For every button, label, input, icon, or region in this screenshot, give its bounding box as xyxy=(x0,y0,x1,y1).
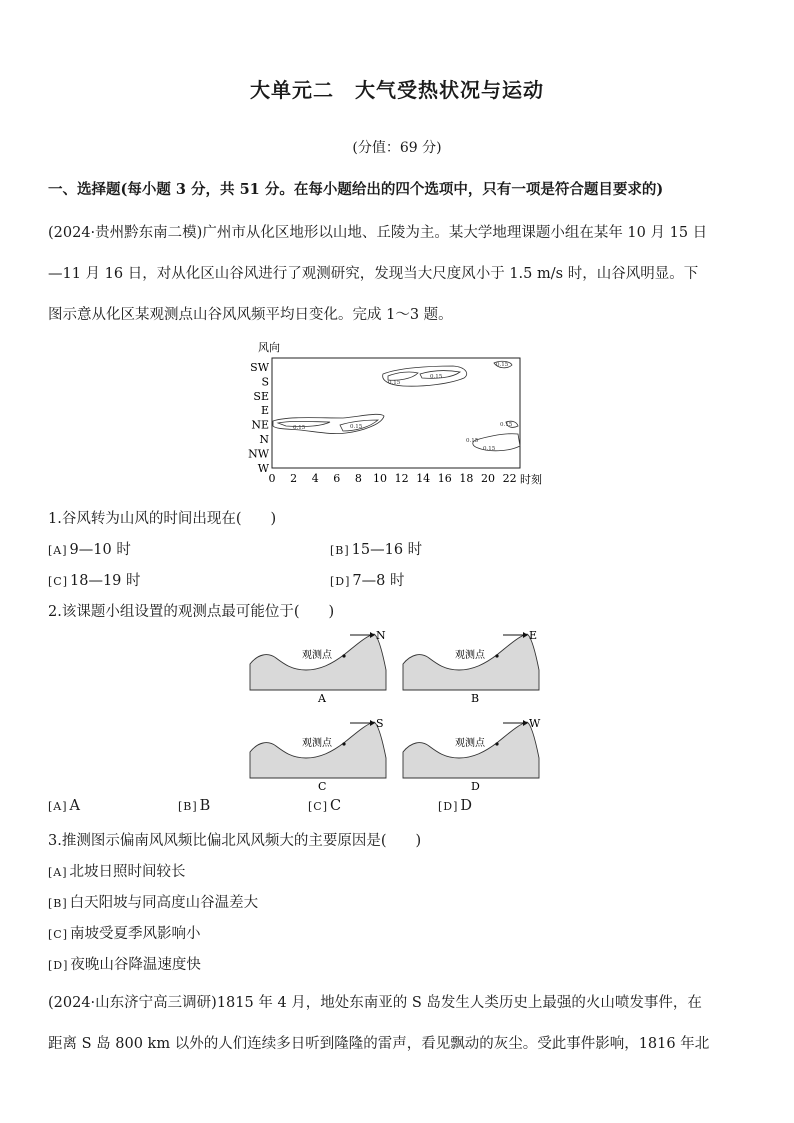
terrain-figure-d xyxy=(403,717,541,793)
chart-xtick-label: 4 xyxy=(311,472,319,485)
q2-option-a[interactable]: [A] A xyxy=(48,798,81,814)
contour-label: 0.15 xyxy=(500,422,513,428)
contour-label: 0.15 xyxy=(388,380,401,386)
chart-ytick-label: SE xyxy=(253,389,269,403)
chart-ytick-label: W xyxy=(257,461,269,475)
chart-xtick-label: 16 xyxy=(437,472,452,485)
figure-letter: A xyxy=(318,692,326,705)
contour-nw-outer xyxy=(473,434,520,451)
q1-option-c[interactable]: [C] 18—19 时 xyxy=(48,573,141,589)
observation-point-label: 观测点 xyxy=(302,738,332,749)
q2-stem: 2.该课题小组设置的观测点最可能位于( ) xyxy=(48,604,335,620)
chart-xtick-label: 8 xyxy=(354,472,362,485)
q1-option-a[interactable]: [A] 9—10 时 xyxy=(48,542,131,558)
q2-option-d[interactable]: [D] D xyxy=(438,798,473,814)
observation-point-label: 观测点 xyxy=(455,650,485,661)
contour-labels xyxy=(293,362,513,452)
q3-option-a[interactable]: [A] 北坡日照时间较长 xyxy=(48,864,186,880)
page-title: 大单元二 大气受热状况与运动 xyxy=(250,78,544,102)
wind-direction-label: S xyxy=(376,717,384,730)
terrain-figure-c xyxy=(250,717,386,793)
q3-option-d[interactable]: [D] 夜晚山谷降温速度快 xyxy=(48,957,201,973)
chart-xtick-label: 12 xyxy=(394,472,409,485)
chart-ytick-label: SW xyxy=(250,361,269,374)
chart-xtick-label: 20 xyxy=(481,472,495,485)
contour-label: 0.15 xyxy=(430,374,443,380)
contour-label: 0.15 xyxy=(293,425,306,431)
intro1-line1: (2024·贵州黔东南二模)广州市从化区地形以山地、丘陵为主。某大学地理课题小组在某年 10 月 15 日 xyxy=(48,225,708,241)
chart-ytick-label: N xyxy=(259,433,269,446)
contour-lines xyxy=(273,361,520,451)
chart-xtick-label: 18 xyxy=(459,472,474,485)
intro2-line2: 距离 S 岛 800 km 以外的人们连续多日听到隆隆的雷声，看见飘动的灰尘。受此事件影响，1816 年北 xyxy=(48,1036,710,1052)
chart-ytick-label: E xyxy=(260,404,269,418)
chart-xlabel: 时刻 xyxy=(520,473,542,486)
q3-option-c[interactable]: [C] 南坡受夏季风影响小 xyxy=(48,926,201,942)
intro1-line2: —11 月 16 日，对从化区山谷风进行了观测研究，发现当大尺度风小于 1.5 m/s 时，山谷风明显。下 xyxy=(48,266,699,282)
observation-point-label: 观测点 xyxy=(302,650,332,661)
chart-xtick-label: 0 xyxy=(268,472,276,485)
figure-letter: D xyxy=(471,780,480,793)
figure-letter: C xyxy=(318,780,327,793)
terrain-figure-b xyxy=(403,629,539,705)
chart-ylabel: 风向 xyxy=(258,341,280,354)
q1-option-b[interactable]: [B] 15—16 时 xyxy=(330,542,423,558)
chart-xticks xyxy=(269,472,517,485)
contour-label: 0.15 xyxy=(483,446,496,452)
section-heading: 一、选择题(每小题 3 分，共 51 分。在每小题给出的四个选项中，只有一项是符合题目要求的) xyxy=(48,181,664,198)
chart-ytick-label: NE xyxy=(251,418,269,432)
observation-point-label: 观测点 xyxy=(455,738,485,749)
q1-stem: 1.谷风转为山风的时间出现在( ) xyxy=(48,511,277,527)
wind-direction-label: E xyxy=(529,629,538,642)
contour-s-inner1 xyxy=(388,372,418,380)
chart-ytick-label: S xyxy=(261,375,269,389)
wind-direction-label: W xyxy=(529,717,541,730)
wind-direction-label: N xyxy=(376,629,386,642)
q3-stem: 3.推测图示偏南风风频比偏北风风频大的主要原因是( ) xyxy=(48,833,422,849)
chart-xtick-label: 10 xyxy=(373,472,387,485)
contour-label: 0.15 xyxy=(496,362,509,368)
wind-frequency-chart xyxy=(238,338,558,488)
contour-label: 0.15 xyxy=(466,438,479,444)
chart-ytick-label: NW xyxy=(248,447,269,461)
figure-letter: B xyxy=(471,692,480,705)
q2-terrain-figures xyxy=(248,626,558,796)
chart-xtick-label: 6 xyxy=(333,472,341,485)
chart-xtick-label: 2 xyxy=(290,472,298,485)
q2-option-c[interactable]: [C] C xyxy=(308,798,342,814)
chart-yticks xyxy=(248,361,270,475)
score-note: (分值：69 分) xyxy=(352,140,442,156)
chart-xtick-label: 22 xyxy=(502,472,517,485)
intro1-line3: 图示意从化区某观测点山谷风风频平均日变化。完成 1～3 题。 xyxy=(48,307,453,323)
contour-ne-outer xyxy=(273,414,384,433)
intro2-line1: (2024·山东济宁高三调研)1815 年 4 月，地处东南亚的 S 岛发生人类历史上最强的火山喷发事件，在 xyxy=(48,995,702,1011)
q2-option-b[interactable]: [B] B xyxy=(178,798,211,814)
contour-label: 0.15 xyxy=(350,424,363,430)
q3-option-b[interactable]: [B] 白天阳坡与同高度山谷温差大 xyxy=(48,895,259,911)
terrain-figure-a xyxy=(250,629,386,705)
q1-option-d[interactable]: [D] 7—8 时 xyxy=(330,573,405,589)
chart-xtick-label: 14 xyxy=(416,472,431,485)
